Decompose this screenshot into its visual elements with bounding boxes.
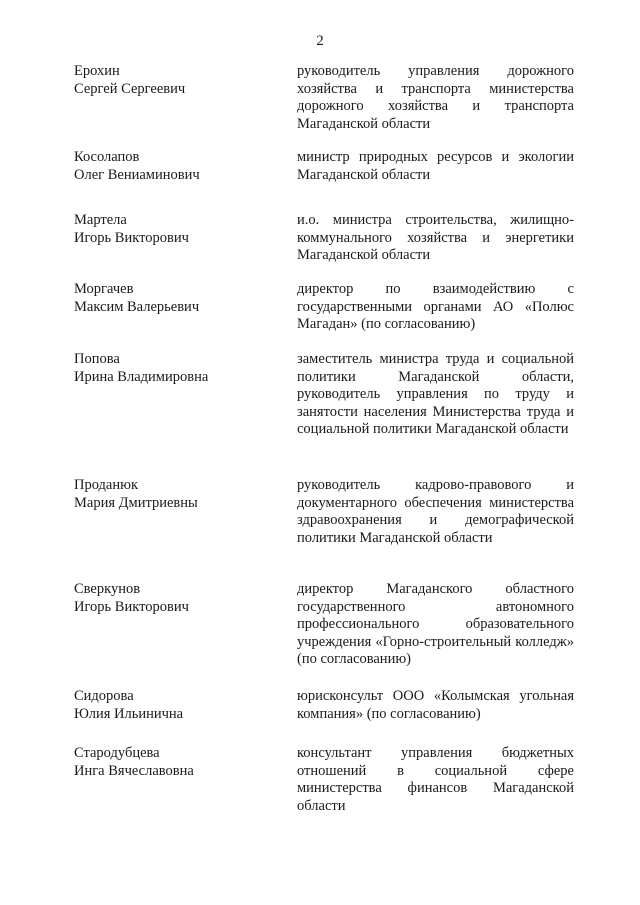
member-position: директор по взаимодействию с государственными органами АО «Полюс Магадан» (по согласованию) [297, 281, 574, 332]
member-name [74, 351, 274, 386]
member-name [74, 581, 274, 616]
member-surname: Сверкунов [74, 581, 141, 597]
member-position: и.о. министра строительства, жилищно-коммунального хозяйства и энергетики Магаданской области [297, 212, 574, 263]
member-position: министр природных ресурсов и экологии Магаданской области [297, 149, 574, 183]
member-given-names: Игорь Викторович [74, 598, 189, 615]
member-name [74, 149, 274, 184]
member-surname: Мартела [74, 212, 127, 228]
member-surname: Ерохин [74, 63, 120, 79]
member-name [74, 688, 274, 723]
member-position: руководитель кадрово-правового и документарного обеспечения министерства здравоохранения и демографической политики Магаданской области [297, 477, 574, 546]
member-given-names: Инга Вячеславовна [74, 762, 194, 779]
member-position: консультант управления бюджетных отношений в социальной сфере министерства финансов Магаданской области [297, 745, 574, 814]
member-given-names: Олег Вениаминович [74, 166, 200, 183]
page-number: 2 [316, 33, 324, 49]
member-name [74, 477, 274, 512]
member-name [74, 745, 274, 780]
member-name [74, 281, 274, 316]
member-given-names: Юлия Ильинична [74, 705, 184, 722]
member-surname: Моргачев [74, 281, 134, 297]
member-name [74, 63, 274, 98]
member-given-names: Игорь Викторович [74, 229, 189, 246]
member-surname: Попова [74, 351, 120, 367]
member-surname: Стародубцева [74, 745, 160, 761]
member-surname: Проданюк [74, 477, 139, 493]
member-position: директор Магаданского областного государственного автономного профессионального образовательного учреждения «Горно-строительный колледж» (по согласованию) [297, 581, 574, 667]
member-position: заместитель министра труда и социальной политики Магаданской области, руководитель управления по труду и занятости населения Министерства труда и социальной политики Магаданской области [297, 351, 574, 437]
member-given-names: Сергей Сергеевич [74, 80, 186, 97]
member-surname: Косолапов [74, 149, 140, 165]
member-given-names: Максим Валерьевич [74, 298, 200, 315]
member-position: юрисконсульт ООО «Колымская угольная компания» (по согласованию) [297, 688, 574, 722]
member-surname: Сидорова [74, 688, 134, 704]
member-given-names: Ирина Владимировна [74, 368, 209, 385]
member-name [74, 212, 274, 247]
member-position: руководитель управления дорожного хозяйства и транспорта министерства дорожного хозяйства и транспорта Магаданской области [297, 63, 574, 132]
member-given-names: Мария Дмитриевны [74, 494, 198, 511]
